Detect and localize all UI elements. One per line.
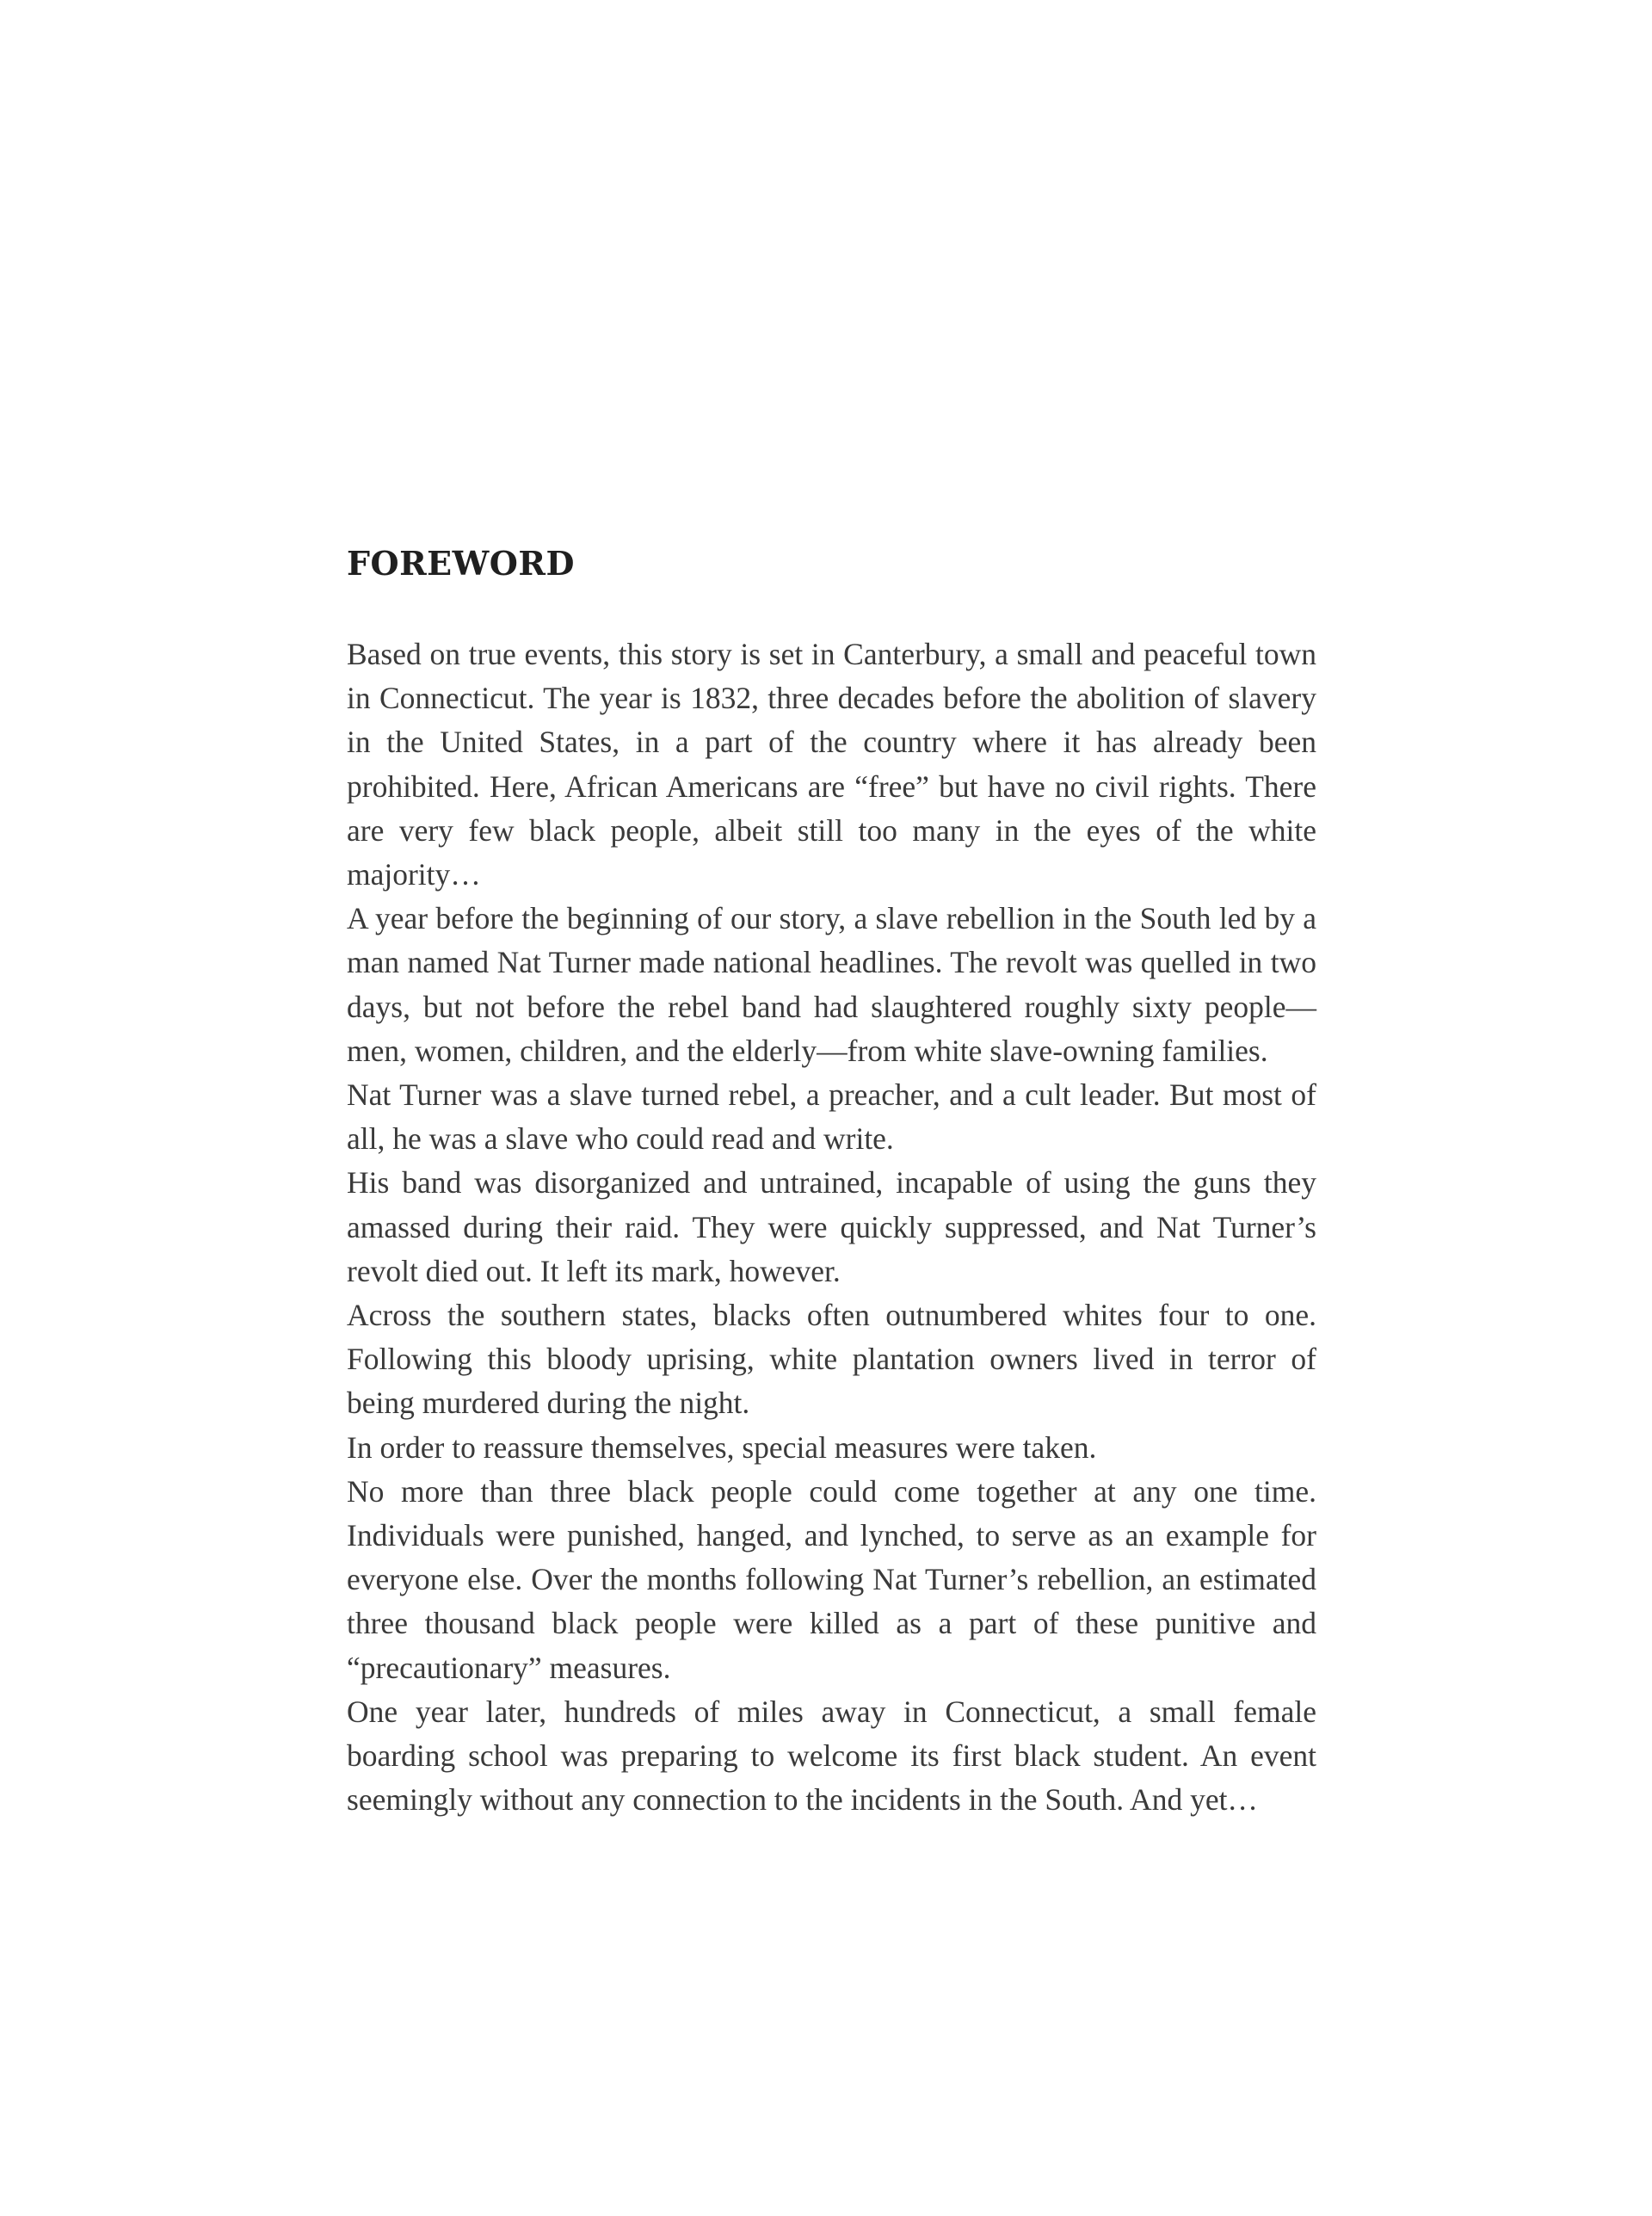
paragraph: Across the southern states, blacks often outnumbered whites four to one. Following this bloody uprising, white plantation owners lived in terror of being murdered during the night.: [347, 1298, 1316, 1421]
paragraph: A year before the beginning of our story, a slave rebellion in the South led by a man named Nat Turner made national headlines. The revolt was quelled in two days, but not before the rebel band had slaughtered roughly sixty people—men, women, children, and the elderly—from white slave-owning families.: [347, 901, 1316, 1068]
paragraph: In order to reassure themselves, special measures were taken.: [347, 1429, 1097, 1465]
paragraph: His band was disorganized and untrained, incapable of using the guns they amassed during their raid. They were quickly suppressed, and Nat Turner’s revolt died out. It left its mark, however.: [347, 1165, 1316, 1288]
paragraph: Nat Turner was a slave turned rebel, a preacher, and a cult leader. But most of all, he was a slave who could read and write.: [347, 1077, 1316, 1157]
paragraph: No more than three black people could come together at any one time. Individuals were punished, hanged, and lynched, to serve as an example for everyone else. Over the months following Nat Turner’s rebellion, an estimated three thousand black people were killed as a part of these punitive and “precautionary” measures.: [347, 1473, 1316, 1685]
paragraph: Based on true events, this story is set in Canterbury, a small and peaceful town in Connecticut. The year is 1832, three decades before the abolition of slavery in the United States, in a part of the country where it has already been prohibited. Here, African Americans are “free” but have no civil rights. There are very few black people, albeit still too many in the eyes of the white majority…: [347, 637, 1316, 892]
paragraph: One year later, hundreds of miles away in Connecticut, a small female boarding school was preparing to welcome its first black student. An event seemingly without any connection to the incidents in the South. And yet…: [347, 1694, 1316, 1818]
section-heading: FOREWORD: [347, 544, 575, 583]
foreword-body: [347, 633, 1316, 1822]
